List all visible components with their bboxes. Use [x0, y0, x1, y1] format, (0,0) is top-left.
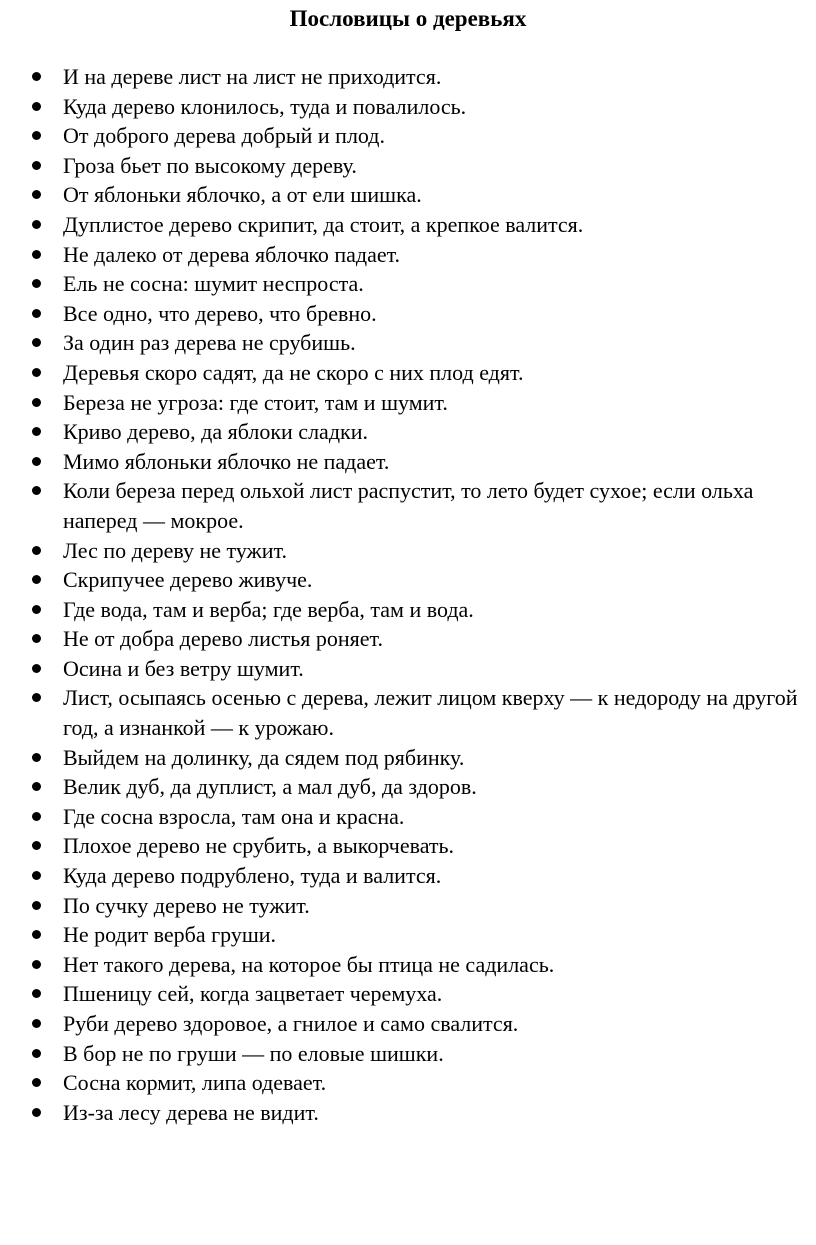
bullet-icon: [32, 960, 41, 969]
bullet-icon: [32, 753, 41, 762]
proverb-item: [0, 536, 816, 566]
proverb-text: От яблоньки яблочко, а от ели шишка.: [63, 182, 422, 208]
proverb-item: [0, 565, 816, 595]
proverb-item: [0, 1039, 816, 1069]
proverb-text: Не от добра дерево листья роняет.: [63, 626, 383, 652]
proverb-text: Дуплистое дерево скрипит, да стоит, а крепкое валится.: [63, 211, 584, 237]
proverb-text: Лист, осыпаясь осенью с дерева, лежит лицом кверху — к недороду на другой год, а изнанкой — к урожаю.: [63, 685, 798, 741]
bullet-icon: [32, 930, 41, 939]
proverb-text: Коли береза перед ольхой лист распустит, то лето будет сухое; если ольха наперед — мокрое.: [63, 478, 754, 533]
proverb-text: Гроза бьет по высокому дереву.: [63, 152, 357, 178]
proverb-item: [0, 1098, 816, 1128]
proverb-item: [0, 358, 816, 388]
proverb-text: Не родит верба груши.: [63, 922, 277, 948]
proverb-text: Сосна кормит, липа одевает.: [63, 1070, 327, 1096]
bullet-icon: [32, 190, 41, 199]
proverb-text: За один раз дерева не срубишь.: [63, 330, 356, 356]
proverb-text: Скрипучее дерево живуче.: [63, 567, 313, 593]
proverb-text: Где вода, там и верба; где верба, там и вода.: [63, 596, 474, 622]
proverb-text: Береза не угроза: где стоит, там и шумит.: [63, 389, 448, 415]
bullet-icon: [32, 812, 41, 821]
proverb-text: Мимо яблоньки яблочко не падает.: [63, 448, 390, 474]
proverb-item: [0, 62, 816, 92]
proverb-item: [0, 624, 816, 654]
proverb-text: Не далеко от дерева яблочко падает.: [63, 241, 401, 267]
bullet-icon: [32, 72, 41, 81]
bullet-icon: [32, 1078, 41, 1087]
proverb-item: [0, 151, 816, 181]
bullet-icon: [32, 575, 41, 584]
proverb-item: [0, 920, 816, 950]
bullet-icon: [32, 1049, 41, 1058]
proverb-item: [0, 92, 816, 122]
bullet-icon: [32, 161, 41, 170]
bullet-icon: [32, 309, 41, 318]
proverb-item: [0, 240, 816, 270]
bullet-icon: [32, 634, 41, 643]
bullet-icon: [32, 220, 41, 229]
proverb-item: [0, 1068, 816, 1098]
proverb-text: Выйдем на долинку, да сядем под рябинку.: [63, 744, 465, 770]
bullet-icon: [32, 102, 41, 111]
bullet-icon: [32, 486, 41, 495]
bullet-icon: [32, 989, 41, 998]
proverb-text: Лес по дереву не тужит.: [63, 537, 287, 563]
proverb-item: [0, 654, 816, 684]
proverb-text: И на дереве лист на лист не приходится.: [63, 64, 442, 89]
proverb-item: [0, 121, 816, 151]
proverb-item: [0, 447, 816, 477]
proverb-text: Куда дерево клонилось, туда и повалилось.: [63, 93, 467, 119]
bullet-icon: [32, 841, 41, 850]
proverb-item: [0, 328, 816, 358]
bullet-icon: [32, 427, 41, 436]
bullet-icon: [32, 546, 41, 555]
proverb-text: Криво дерево, да яблоки сладки.: [63, 419, 368, 445]
proverb-item: [0, 299, 816, 329]
proverb-text: Пшеницу сей, когда зацветает черемуха.: [63, 981, 443, 1007]
bullet-icon: [32, 693, 41, 702]
bullet-icon: [32, 664, 41, 673]
proverb-text: Из-за лесу дерева не видит.: [63, 1099, 319, 1125]
proverb-item: [0, 950, 816, 980]
proverb-item: [0, 595, 816, 625]
proverb-item: [0, 861, 816, 891]
bullet-icon: [32, 338, 41, 347]
page-title: Пословицы о деревьях: [289, 6, 527, 31]
proverb-text: Деревья скоро садят, да не скоро с них плод едят.: [63, 359, 524, 385]
proverb-text: Велик дуб, да дуплист, а мал дуб, да здоров.: [63, 774, 477, 800]
bullet-icon: [32, 1019, 41, 1028]
bullet-icon: [32, 457, 41, 466]
proverb-item: [0, 180, 816, 210]
proverb-item: [0, 269, 816, 299]
proverb-item: [0, 476, 816, 535]
proverb-text: Осина и без ветру шумит.: [63, 655, 304, 681]
proverb-text: В бор не по груши — по еловые шишки.: [63, 1040, 444, 1066]
proverb-item: [0, 683, 816, 742]
proverb-text: Куда дерево подрублено, туда и валится.: [63, 863, 442, 889]
bullet-icon: [32, 782, 41, 791]
proverb-item: [0, 891, 816, 921]
bullet-icon: [32, 1108, 41, 1117]
proverb-text: Нет такого дерева, на которое бы птица не садилась.: [63, 951, 555, 977]
proverb-text: Ель не сосна: шумит неспроста.: [63, 271, 364, 297]
proverb-item: [0, 210, 816, 240]
proverb-text: По сучку дерево не тужит.: [63, 892, 310, 918]
proverb-item: [0, 772, 816, 802]
bullet-icon: [32, 131, 41, 140]
bullet-icon: [32, 901, 41, 910]
proverb-text: Руби дерево здоровое, а гнилое и само свалится.: [63, 1011, 519, 1036]
proverb-text: Все одно, что дерево, что бревно.: [63, 300, 377, 326]
proverb-list: [0, 62, 816, 1127]
bullet-icon: [32, 398, 41, 407]
proverb-item: [0, 802, 816, 832]
proverb-item: [0, 417, 816, 447]
bullet-icon: [32, 368, 41, 377]
proverb-item: [0, 1009, 816, 1039]
proverb-item: [0, 743, 816, 773]
proverb-item: [0, 831, 816, 861]
proverb-text: От доброго дерева добрый и плод.: [63, 123, 385, 149]
bullet-icon: [32, 605, 41, 614]
proverb-item: [0, 979, 816, 1009]
proverb-item: [0, 388, 816, 418]
proverb-text: Где сосна взросла, там она и красна.: [63, 803, 405, 829]
proverb-text: Плохое дерево не срубить, а выкорчевать.: [63, 833, 455, 859]
bullet-icon: [32, 279, 41, 288]
bullet-icon: [32, 871, 41, 880]
bullet-icon: [32, 250, 41, 259]
